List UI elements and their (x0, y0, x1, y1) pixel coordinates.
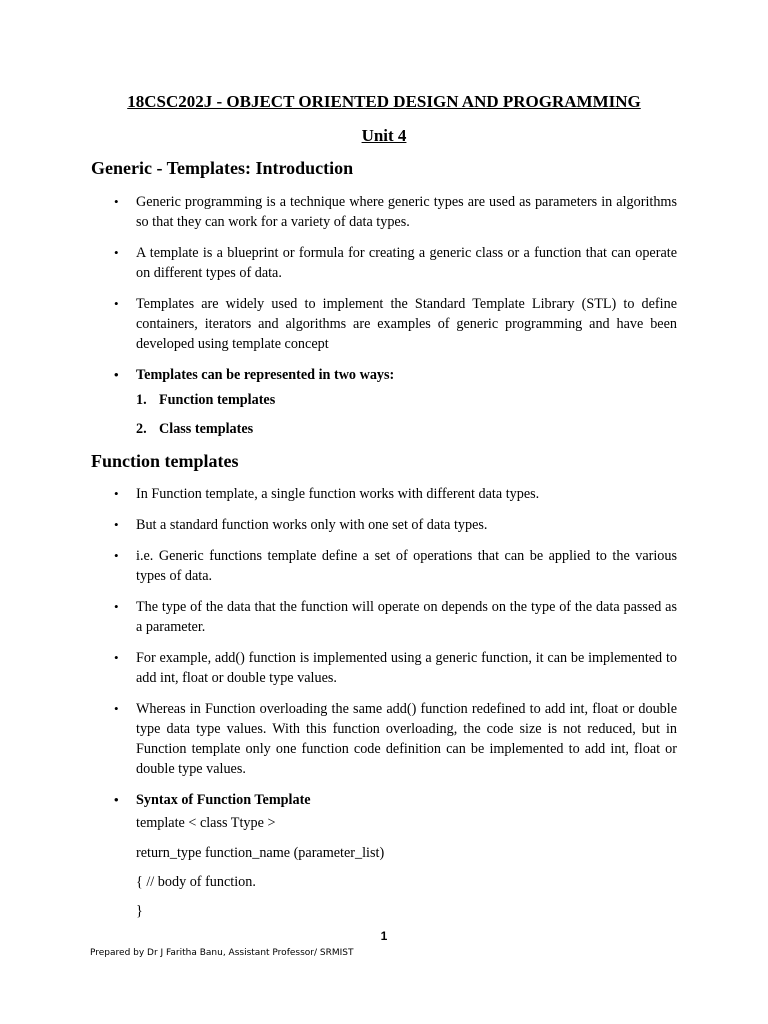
bullet-icon: • (114, 792, 119, 807)
syntax-line-template: template < class Ttype > (136, 815, 276, 831)
bullet-icon: • (114, 701, 119, 716)
list-item: • i.e. Generic functions template define a set of operations that can be applied to the various types of data. (114, 548, 677, 584)
bullet-icon: • (114, 245, 119, 260)
syntax-line-signature: return_type function_name (parameter_list) (136, 845, 385, 861)
list-item: • Templates can be represented in two ways: (114, 367, 395, 383)
numbered-item-class-templates: 2. Class templates (136, 421, 254, 437)
list-item: • A template is a blueprint or formula for creating a generic class or a function that can operate on different types of data. (114, 245, 677, 281)
bullet-icon: • (114, 548, 119, 563)
list-item: • Templates are widely used to implement the Standard Template Library (STL) to define containers, iterators and algorithms are examples of generic programming and have been developed using template concept (114, 296, 677, 352)
list-item: • But a standard function works only with one set of data types. (114, 517, 488, 533)
bullet-icon: • (114, 517, 119, 532)
numbered-item-function-templates: 1. Function templates (136, 392, 276, 408)
list-item: • For example, add() function is implemented using a generic function, it can be implemented to add int, float or double type values. (114, 650, 677, 686)
syntax-line-body: { // body of function. (136, 874, 256, 890)
page-number: 1 (380, 929, 388, 943)
section-heading-introduction: Generic - Templates: Introduction (91, 158, 354, 178)
list-item: • In Function template, a single function works with different data types. (114, 486, 540, 502)
bullet-icon: • (114, 650, 119, 665)
list-item: • Generic programming is a technique where generic types are used as parameters in algorithms so that they can work for a variety of data types. (114, 194, 677, 230)
bullet-icon: • (114, 599, 119, 614)
bullet-icon: • (114, 486, 119, 501)
section-heading-function-templates: Function templates (91, 451, 239, 471)
bullet-icon: • (114, 194, 119, 209)
footer-credit: Prepared by Dr J Faritha Banu, Assistant Professor/ SRMIST (90, 948, 354, 958)
list-item: • Whereas in Function overloading the same add() function redefined to add int, float or double type data type values. With this function overloading, the code size is not reduced, but in Function template only one function code definition can be implemented to add int, float or double type values. (114, 701, 677, 777)
intro-bullet-list (0, 192, 768, 396)
course-title: 18CSC202J - OBJECT ORIENTED DESIGN AND PROGRAMMING (127, 92, 641, 111)
list-item: • Syntax of Function Template (114, 792, 311, 808)
syntax-line-close: } (136, 903, 143, 919)
list-item: • The type of the data that the function will operate on depends on the type of the data passed as a parameter. (114, 599, 677, 635)
function-templates-bullet-list (0, 484, 768, 821)
bullet-icon: • (114, 296, 119, 311)
unit-title: Unit 4 (361, 126, 407, 145)
bullet-icon: • (114, 367, 119, 382)
